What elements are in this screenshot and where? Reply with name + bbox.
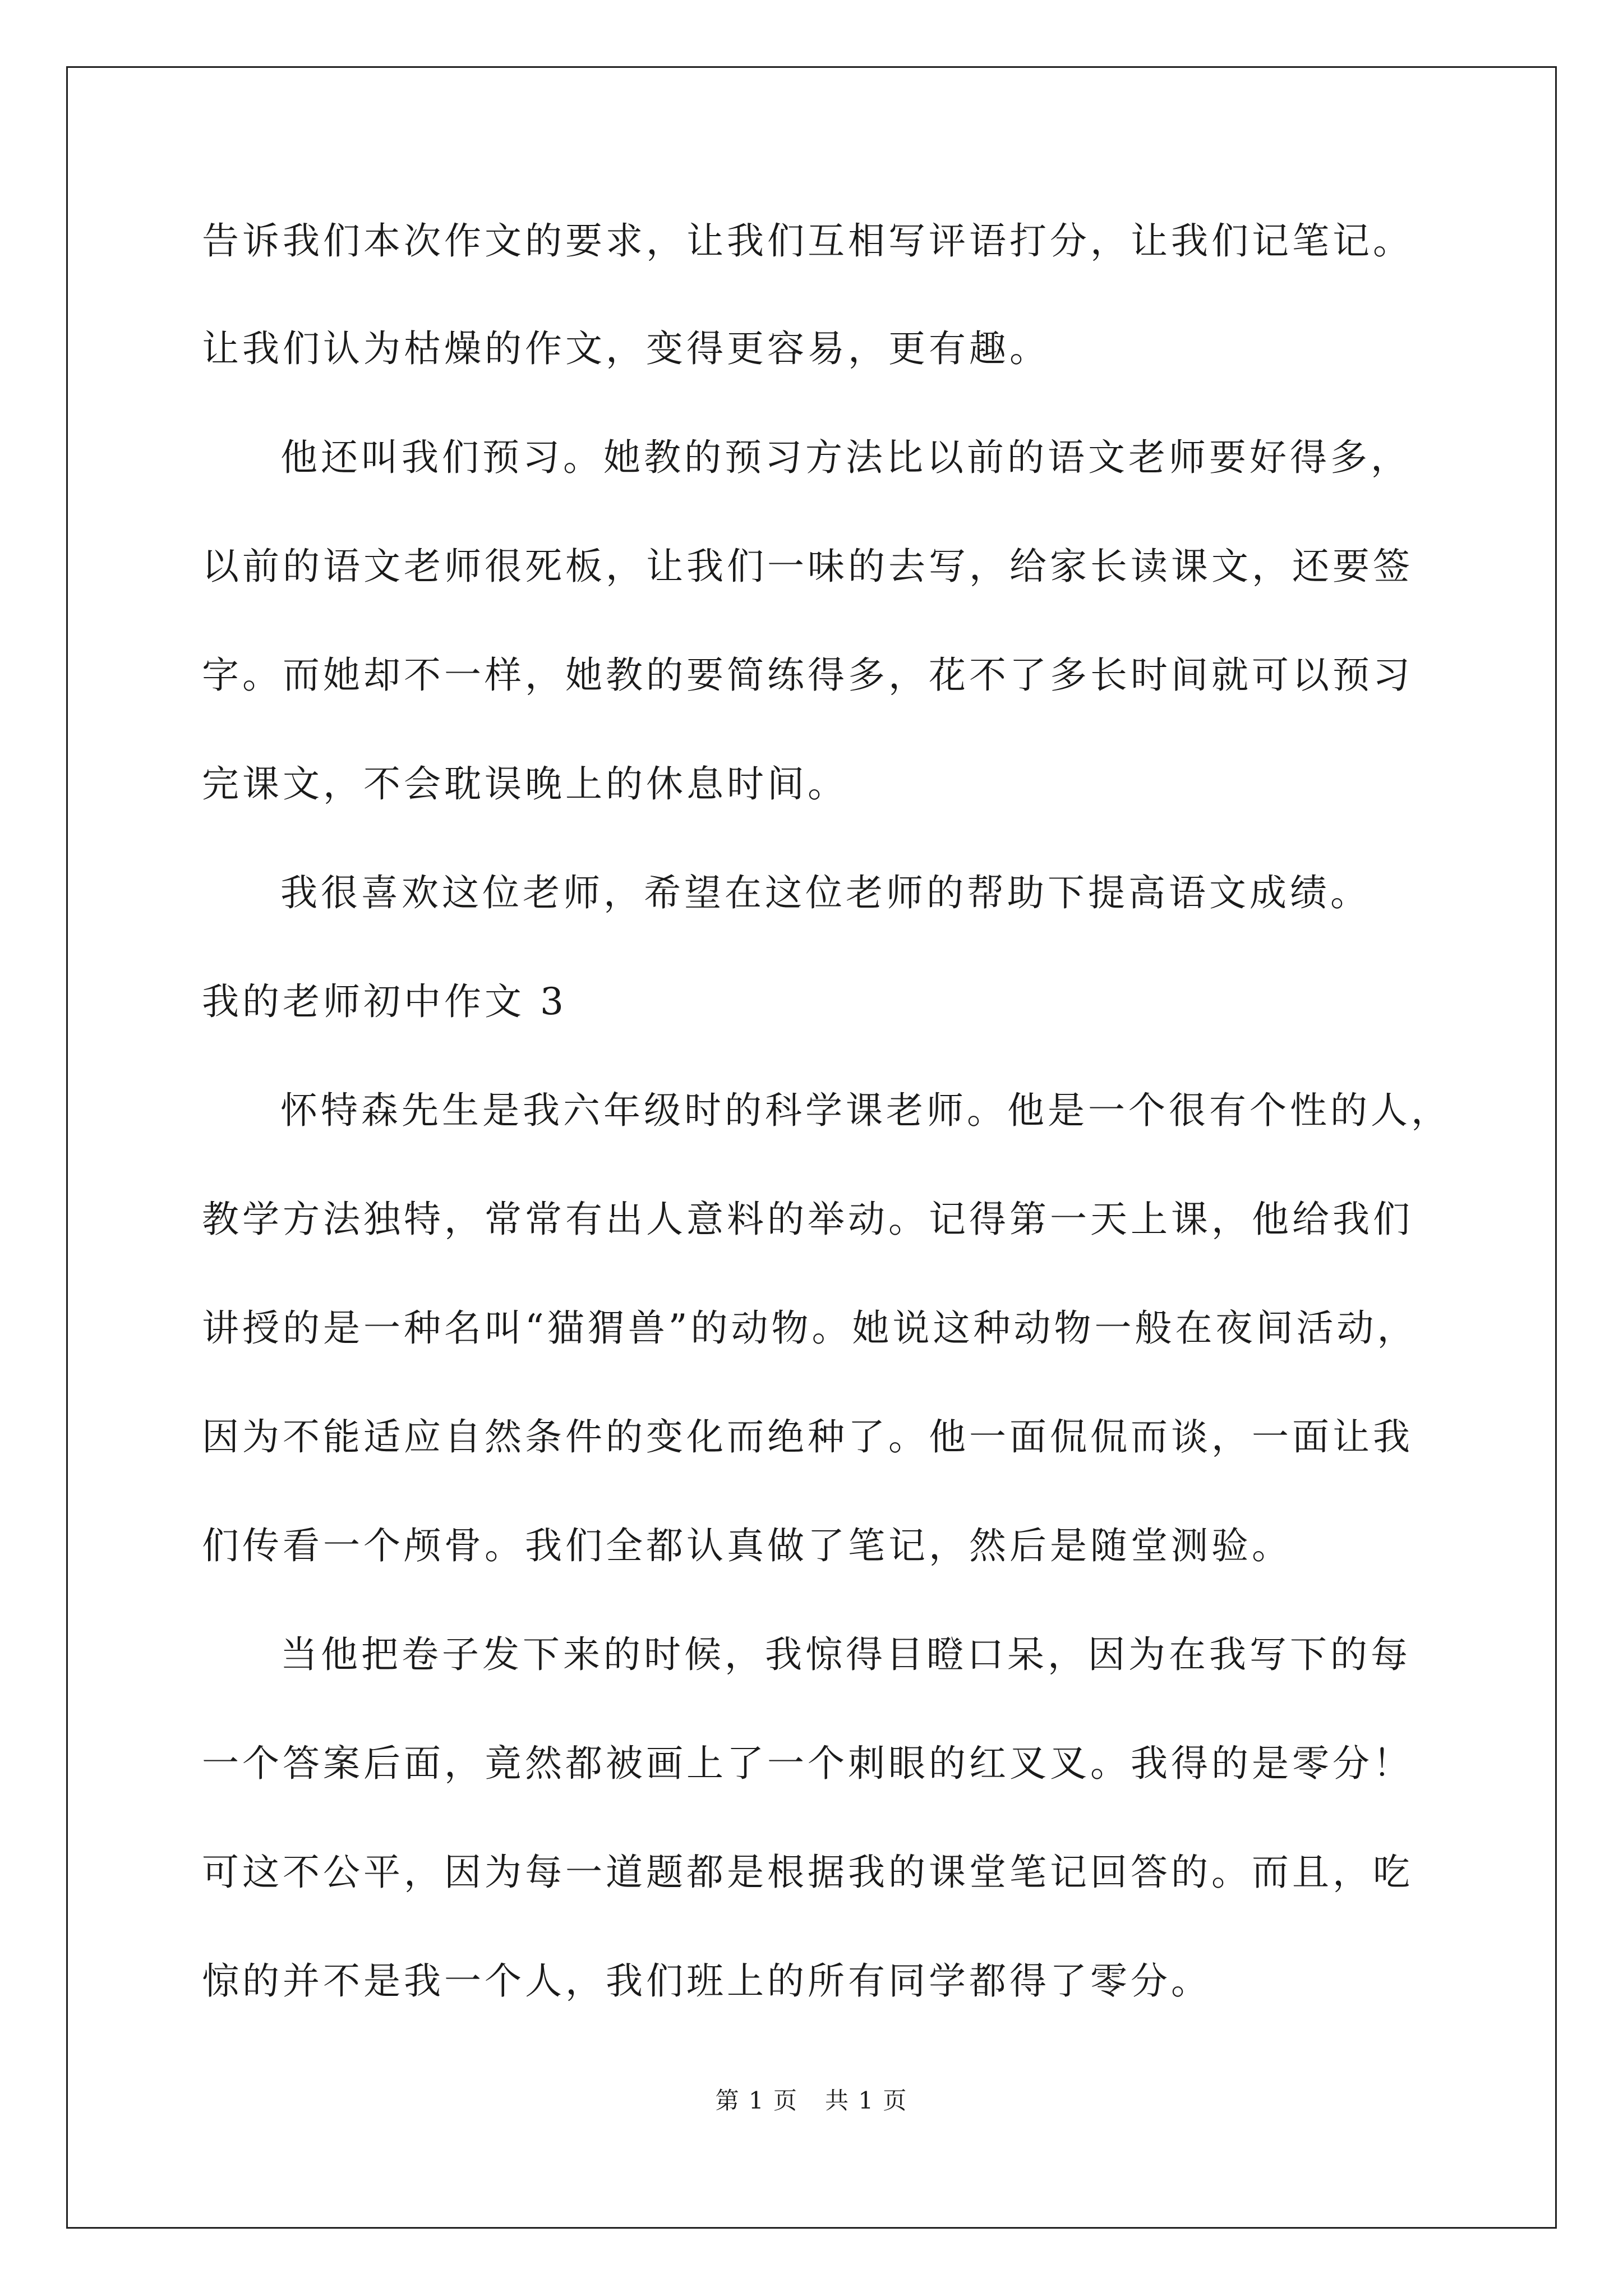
text-line: 们传看一个颅骨。我们全都认真做了笔记，然后是随堂测验。 bbox=[202, 1524, 1292, 1567]
text-line: 一个答案后面，竟然都被画上了一个刺眼的红叉叉。我得的是零分！ bbox=[202, 1742, 1413, 1785]
text-line: 教学方法独特，常常有出人意料的举动。记得第一天上课，他给我们 bbox=[202, 1198, 1413, 1241]
text-line: 让我们认为枯燥的作文，变得更容易，更有趣。 bbox=[202, 327, 1050, 370]
paragraph-first-line: 当他把卷子发下来的时候，我惊得目瞪口呆，因为在我写下的每 bbox=[280, 1633, 1411, 1676]
page-footer bbox=[0, 2087, 1623, 2115]
paragraph-first-line: 怀特森先生是我六年级时的科学课老师。他是一个很有个性的人， bbox=[280, 1089, 1451, 1132]
text-line: 以前的语文老师很死板，让我们一味的去写，给家长读课文，还要签 bbox=[202, 545, 1413, 588]
text-line: 告诉我们本次作文的要求，让我们互相写评语打分，让我们记笔记。 bbox=[202, 219, 1413, 263]
section-heading: 我的老师初中作文 3 bbox=[202, 980, 567, 1023]
text-line: 可这不公平，因为每一道题都是根据我的课堂笔记回答的。而且，吃 bbox=[202, 1851, 1413, 1894]
page-number: 第 1 页 bbox=[715, 2087, 798, 2114]
text-line: 字。而她却不一样，她教的要简练得多，花不了多长时间就可以预习 bbox=[202, 654, 1413, 697]
text-line: 惊的并不是我一个人，我们班上的所有同学都得了零分。 bbox=[202, 1959, 1211, 2003]
page-border bbox=[66, 66, 1557, 2229]
text-line: 讲授的是一种名叫“猫猬兽”的动物。她说这种动物一般在夜间活动， bbox=[202, 1306, 1418, 1350]
paragraph-first-line: 他还叫我们预习。她教的预习方法比以前的语文老师要好得多， bbox=[280, 436, 1411, 479]
page-total: 共 1 页 bbox=[825, 2087, 908, 2114]
text-line: 因为不能适应自然条件的变化而绝种了。他一面侃侃而谈，一面让我 bbox=[202, 1415, 1413, 1458]
text-line: 完课文，不会耽误晚上的休息时间。 bbox=[202, 762, 848, 806]
paragraph-first-line: 我很喜欢这位老师，希望在这位老师的帮助下提高语文成绩。 bbox=[280, 871, 1371, 914]
